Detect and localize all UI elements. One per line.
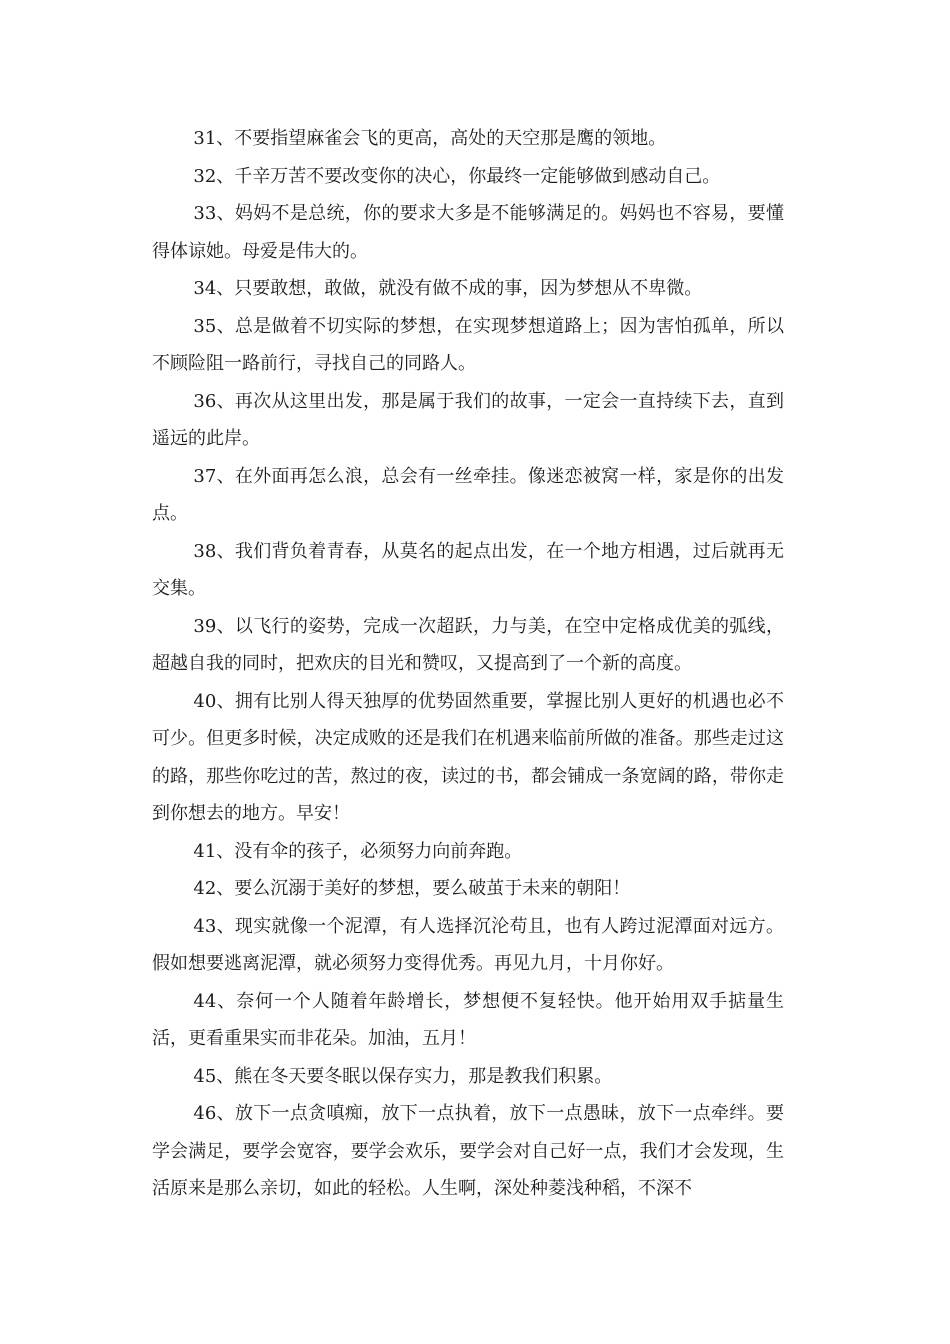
paragraph-35: 35、总是做着不切实际的梦想，在实现梦想道路上；因为害怕孤单，所以不顾险阻一路前行，寻找自己的同路人。 <box>152 315 784 374</box>
paragraph-44: 44、奈何一个人随着年龄增长，梦想便不复轻快。他开始用双手掂量生活，更看重果实而非花朵。加油，五月！ <box>152 990 784 1049</box>
paragraph-32: 32、千辛万苦不要改变你的决心，你最终一定能够做到感动自己。 <box>193 165 721 187</box>
paragraph-39: 39、以飞行的姿势，完成一次超跃，力与美，在空中定格成优美的弧线，超越自我的同时，把欢庆的目光和赞叹，又提高到了一个新的高度。 <box>152 615 784 674</box>
document-page <box>152 120 784 1208</box>
paragraph-43: 43、现实就像一个泥潭，有人选择沉沦苟且，也有人跨过泥潭面对远方。假如想要逃离泥潭，就必须努力变得优秀。再见九月，十月你好。 <box>152 915 784 974</box>
paragraph-38: 38、我们背负着青春，从莫名的起点出发，在一个地方相遇，过后就再无交集。 <box>152 540 784 599</box>
paragraph-31: 31、不要指望麻雀会飞的更高，高处的天空那是鹰的领地。 <box>193 128 667 149</box>
paragraph-42: 42、要么沉溺于美好的梦想，要么破茧于未来的朝阳！ <box>193 878 631 899</box>
paragraph-33: 33、妈妈不是总统，你的要求大多是不能够满足的。妈妈也不容易，要懂得体谅她。母爱是伟大的。 <box>152 203 784 262</box>
paragraph-41: 41、没有伞的孩子，必须努力向前奔跑。 <box>193 840 523 862</box>
paragraph-34: 34、只要敢想，敢做，就没有做不成的事，因为梦想从不卑微。 <box>193 278 703 299</box>
paragraph-40: 40、拥有比别人得天独厚的优势固然重要，掌握比别人更好的机遇也必不可少。但更多时候，决定成败的还是我们在机遇来临前所做的准备。那些走过这的路，那些你吃过的苦，熬过的夜，读过的书，都会铺成一条宽阔的路，带你走到你想去的地方。早安！ <box>152 690 784 824</box>
paragraph-37: 37、在外面再怎么浪，总会有一丝牵挂。像迷恋被窝一样，家是你的出发点。 <box>152 465 784 524</box>
paragraph-45: 45、熊在冬天要冬眠以保存实力，那是教我们积累。 <box>193 1065 613 1087</box>
paragraph-36: 36、再次从这里出发，那是属于我们的故事，一定会一直持续下去，直到遥远的此岸。 <box>152 390 784 449</box>
paragraph-46: 46、放下一点贪嗔痴，放下一点执着，放下一点愚昧，放下一点牵绊。要学会满足，要学会宽容，要学会欢乐，要学会对自己好一点，我们才会发现，生活原来是那么亲切，如此的轻松。人生啊，深处种菱浅种稻，不深不 <box>152 1103 784 1199</box>
